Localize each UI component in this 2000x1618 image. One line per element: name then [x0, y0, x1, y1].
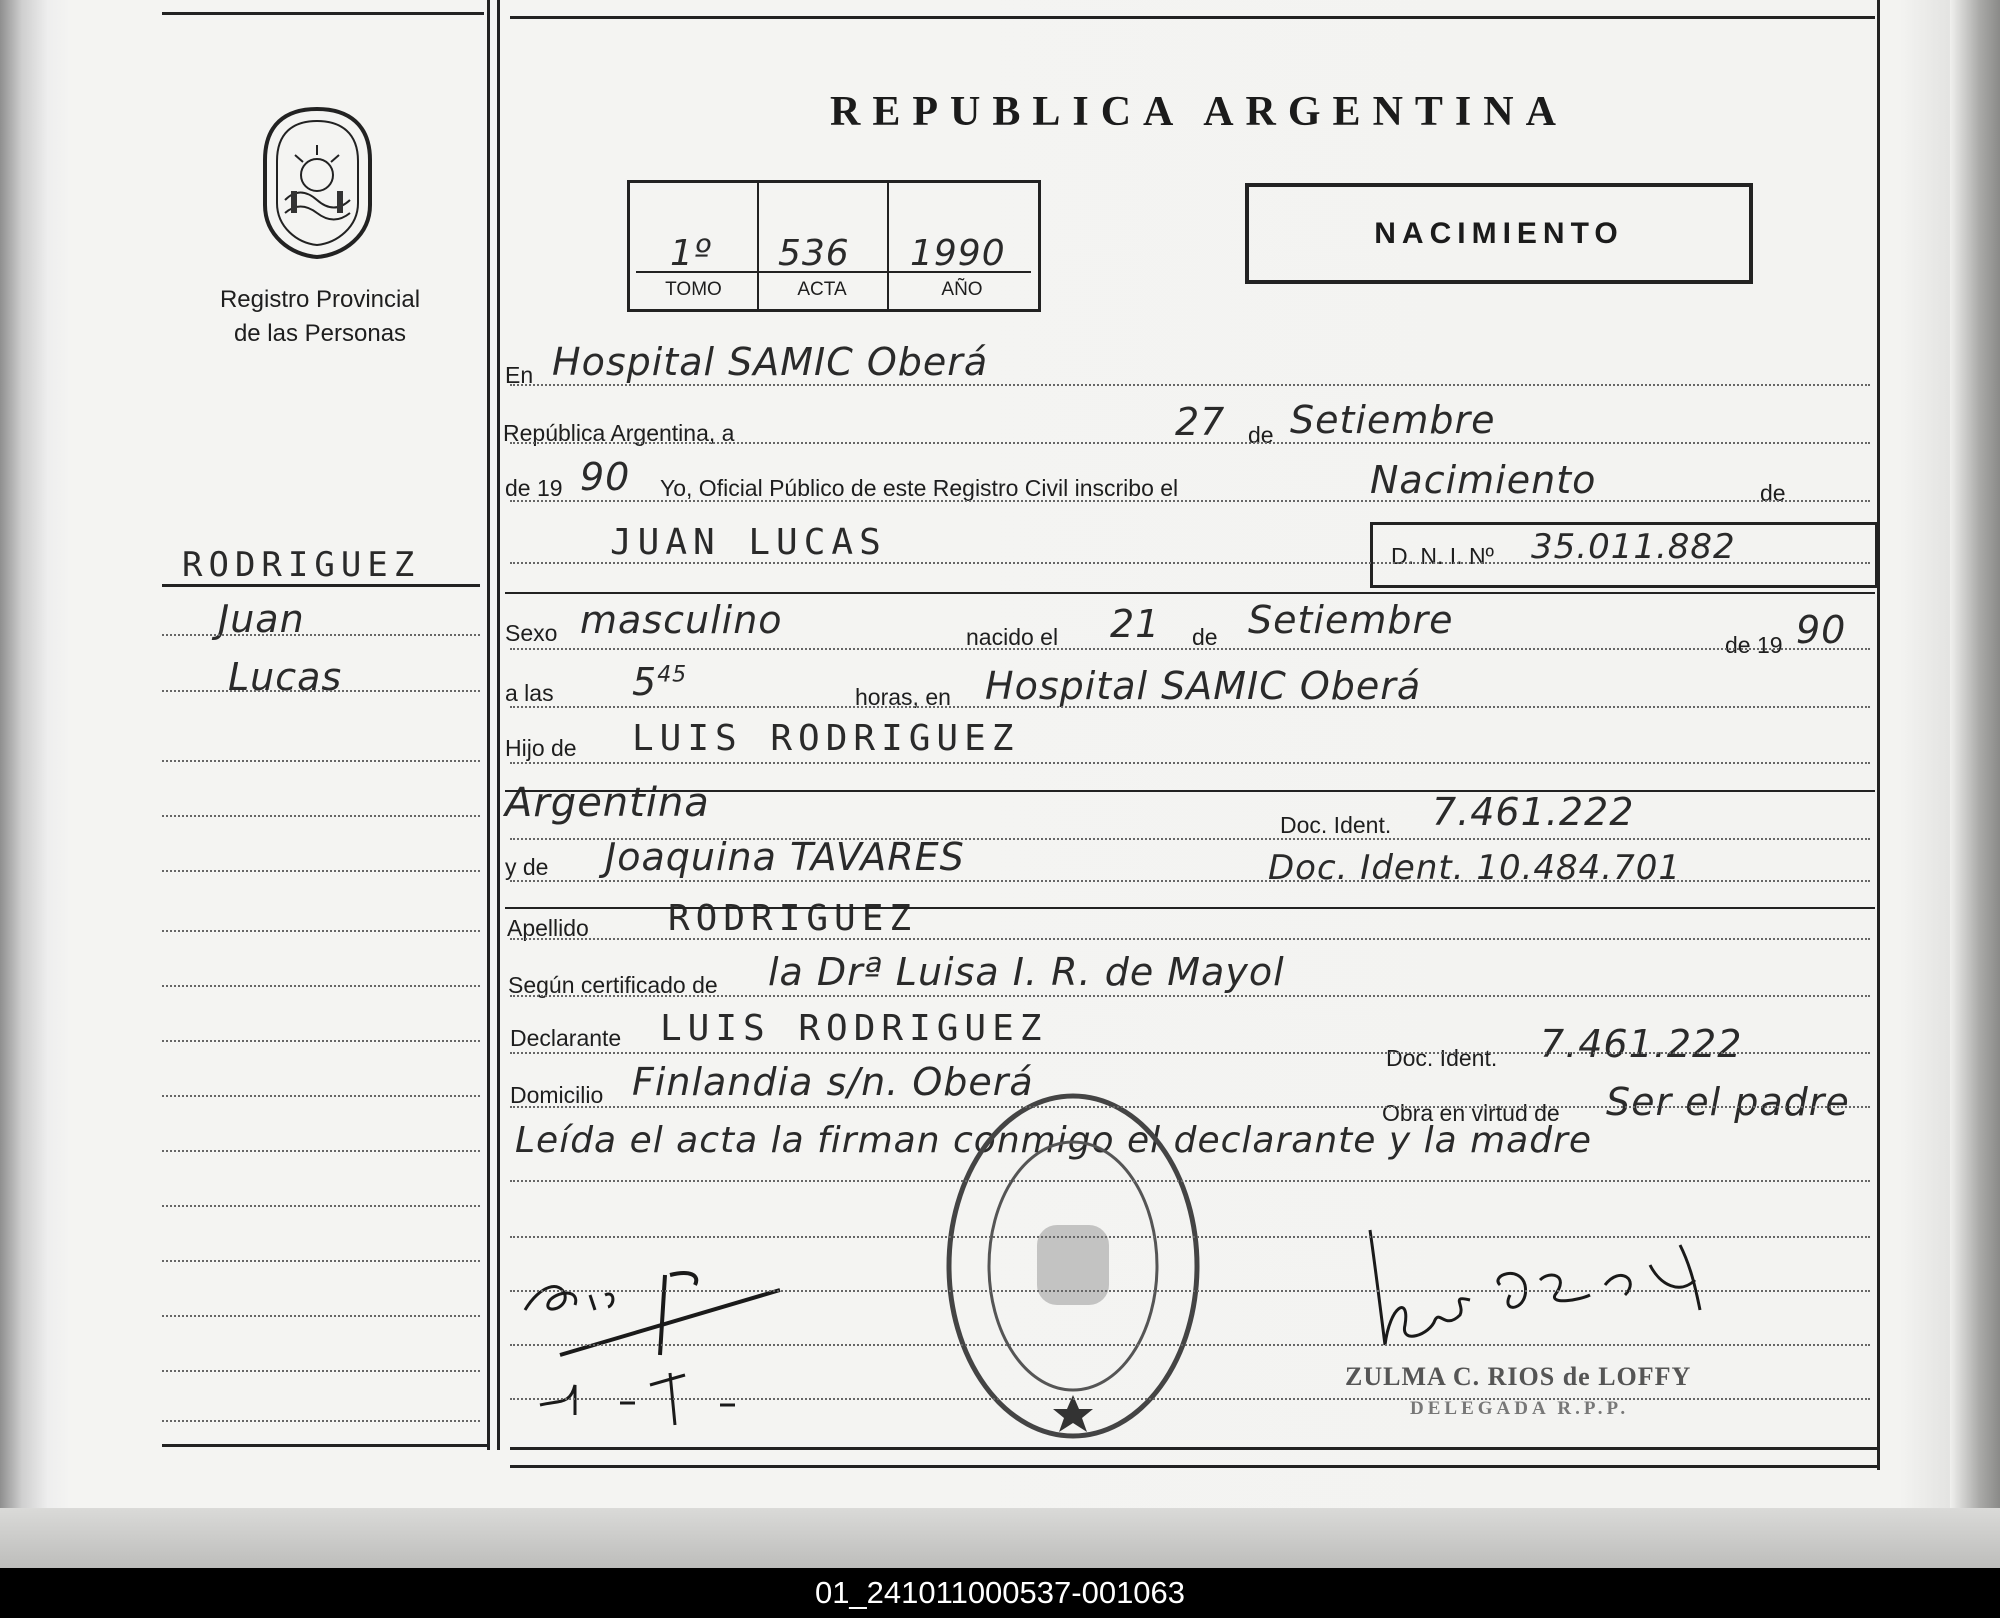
a-las-label: a las	[505, 680, 554, 706]
form-ruled-line	[510, 938, 1870, 940]
form-ruled-line	[510, 1398, 1870, 1400]
margin-ruled-line	[162, 690, 480, 692]
form-ruled-line	[510, 1344, 1870, 1346]
birth-month: Setiembre	[1248, 598, 1454, 642]
inscribo-label: Yo, Oficial Público de este Registro Civil inscribo el	[660, 475, 1179, 501]
en-value: Hospital SAMIC Oberá	[552, 340, 989, 384]
form-ruled-line	[510, 880, 1870, 882]
dni-label: D. N. I. Nº	[1391, 543, 1494, 569]
registry-name-line2: de las Personas	[233, 320, 407, 347]
apellido-value: RODRIGUEZ	[668, 898, 918, 939]
page-title: REPUBLICA ARGENTINA	[830, 89, 1568, 135]
column-divider-right	[497, 0, 500, 1450]
official-name-stamp: ZULMA C. RIOS de LOFFY	[1345, 1362, 1692, 1391]
declarante-doc: 7.461.222	[1540, 1022, 1743, 1066]
column-divider-left	[487, 0, 490, 1450]
birth-place: Hospital SAMIC Oberá	[985, 664, 1422, 708]
form-ruled-line	[510, 1236, 1870, 1238]
mother-name: Joaquina TAVARES	[605, 835, 965, 879]
form-solid-rule	[505, 907, 1875, 909]
act-type-box: NACIMIENTO	[1245, 183, 1753, 284]
tomo-label: TOMO	[665, 279, 722, 300]
anio-value: 1990	[910, 233, 1006, 274]
form-solid-rule	[505, 790, 1875, 792]
inscribo-value: Nacimiento	[1370, 458, 1597, 502]
form-ruled-line	[510, 562, 1870, 564]
declarante-label: Declarante	[510, 1025, 622, 1051]
margin-ruled-line	[162, 870, 480, 872]
registry-number-box	[627, 180, 1041, 312]
form-ruled-line	[510, 995, 1870, 997]
father-doc: 7.461.222	[1432, 790, 1635, 834]
segun-label: Según certificado de	[508, 972, 718, 998]
obra-label: Obra en virtud de	[1382, 1100, 1560, 1126]
bottom-rule-right-2	[510, 1465, 1878, 1468]
margin-surname-rule	[162, 584, 480, 587]
top-rule-right	[510, 16, 1875, 19]
bottom-rule-right	[510, 1447, 1878, 1450]
month-value: Setiembre	[1290, 398, 1496, 442]
republica-label: República Argentina, a	[503, 420, 735, 446]
form-ruled-line	[510, 384, 1870, 386]
form-ruled-line	[510, 706, 1870, 708]
book-binding	[1950, 0, 2000, 1568]
form-ruled-line	[510, 838, 1870, 840]
margin-ruled-line	[162, 930, 480, 932]
en-label: En	[505, 362, 534, 388]
acta-value: 536	[778, 233, 850, 274]
nacido-label: nacido el	[966, 624, 1059, 650]
year-prefix-label: de 19	[505, 475, 563, 501]
tomo-value: 1º	[670, 233, 712, 274]
birth-year: 90	[1796, 608, 1847, 652]
margin-ruled-line	[162, 1315, 480, 1317]
domicilio-label: Domicilio	[510, 1082, 604, 1108]
child-name: JUAN LUCAS	[610, 522, 887, 563]
margin-ruled-line	[162, 985, 480, 987]
form-ruled-line	[510, 1052, 1870, 1054]
y-de-label: y de	[505, 854, 549, 880]
margin-ruled-line	[162, 1095, 480, 1097]
father-name: LUIS RODRIGUEZ	[632, 718, 1020, 759]
de-label-3: de	[1192, 624, 1218, 650]
form-ruled-line	[510, 762, 1870, 764]
footer-caption: 01_241011000537-001063	[0, 1568, 2000, 1618]
margin-ruled-line	[162, 1150, 480, 1152]
day-value: 27	[1175, 400, 1226, 444]
form-ruled-line	[510, 1290, 1870, 1292]
hour-value: $5^{45}$	[632, 660, 688, 704]
year-value: 90	[580, 455, 631, 499]
dni-value: 35.011.882	[1531, 527, 1736, 567]
right-border	[1877, 0, 1880, 1470]
note-line: Leída el acta la firman conmigo el declarante y la madre	[515, 1120, 1593, 1161]
form-ruled-line	[510, 1106, 1870, 1108]
segun-value: la Drª Luisa I. R. de Mayol	[768, 950, 1285, 994]
apellido-label: Apellido	[507, 915, 589, 941]
margin-name-2: Lucas	[228, 655, 343, 699]
birth-day: 21	[1110, 602, 1161, 646]
margin-ruled-line	[162, 815, 480, 817]
form-solid-rule	[505, 592, 1875, 594]
doc-ident-label: Doc. Ident.	[1280, 812, 1392, 838]
margin-ruled-line	[162, 1260, 480, 1262]
bottom-rule-left	[162, 1444, 487, 1447]
margin-surname: RODRIGUEZ	[182, 545, 421, 585]
registry-name-line1: Registro Provincial	[219, 286, 421, 313]
acta-label: ACTA	[797, 279, 847, 300]
official-title-stamp: DELEGADA R.P.P.	[1410, 1398, 1630, 1419]
anio-label: AÑO	[941, 279, 983, 300]
domicilio-value: Finlandia s/n. Oberá	[632, 1060, 1034, 1104]
margin-ruled-line	[162, 1370, 480, 1372]
form-ruled-line	[510, 500, 1870, 502]
margin-ruled-line	[162, 1420, 480, 1422]
horas-label: horas, en	[855, 684, 951, 710]
misiones-emblem-icon	[255, 105, 380, 260]
hijo-label: Hijo de	[505, 735, 577, 761]
margin-ruled-line	[162, 634, 480, 636]
birth-year-label: de 19	[1725, 632, 1783, 658]
sexo-label: Sexo	[505, 620, 558, 646]
obra-value: Ser el padre	[1606, 1080, 1850, 1124]
page-bottom-edge	[0, 1508, 2000, 1568]
declarante-doc-label: Doc. Ident.	[1386, 1045, 1498, 1071]
official-seal-icon	[942, 1090, 1204, 1442]
top-rule-left	[162, 12, 484, 15]
form-ruled-line	[510, 1180, 1870, 1182]
form-ruled-line	[510, 442, 1870, 444]
de-label: de	[1248, 422, 1274, 448]
margin-name-1: Juan	[218, 597, 305, 641]
margin-ruled-line	[162, 760, 480, 762]
margin-ruled-line	[162, 1205, 480, 1207]
dni-box	[1370, 522, 1878, 588]
father-nationality: Argentina	[505, 780, 710, 826]
sexo-value: masculino	[580, 598, 783, 642]
declarante-value: LUIS RODRIGUEZ	[660, 1008, 1048, 1049]
margin-ruled-line	[162, 1040, 480, 1042]
declarant-signature-icon	[520, 1255, 790, 1440]
mother-doc: Doc. Ident. 10.484.701	[1268, 848, 1681, 888]
de-label-2: de	[1760, 480, 1786, 506]
form-ruled-line	[510, 648, 1870, 650]
